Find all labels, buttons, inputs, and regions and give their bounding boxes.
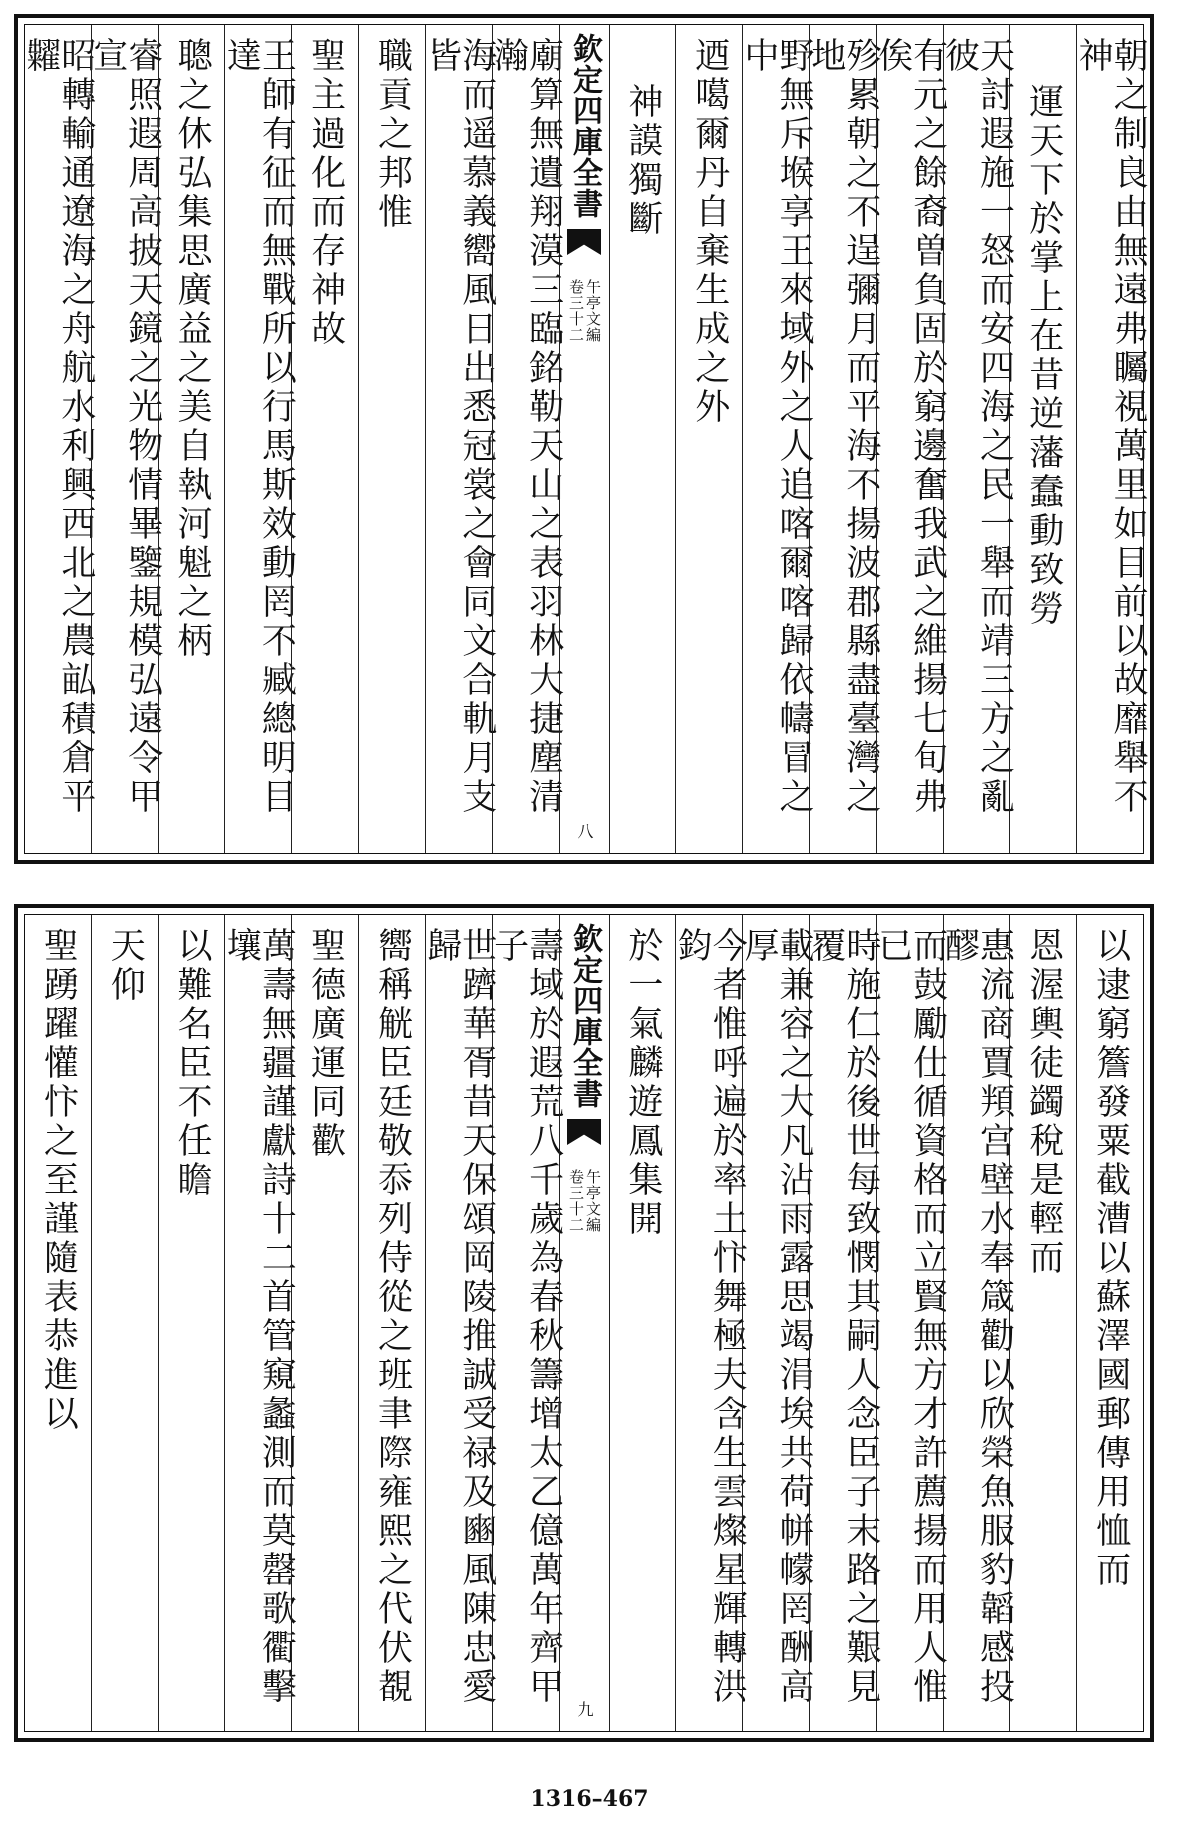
text-column: 以難名臣不任瞻 xyxy=(158,915,225,1731)
text-column: 迺噶爾丹自棄生成之外 xyxy=(675,25,742,853)
text-column: 世躋華胥昔天保頌岡陵推誠受禄及豳風陳忠愛歸 xyxy=(425,915,492,1731)
text-column: 萬壽無疆謹獻詩十二首管窺蠡測而莫罄歌衢擊壤 xyxy=(224,915,291,1731)
text-column: 惠流商賈頖宫壁水奉箴勸以欣榮魚服豹韜感投醪 xyxy=(943,915,1010,1731)
book-title: 欽定四庫全書 xyxy=(567,33,602,219)
upper-page xyxy=(14,14,1154,864)
text-column: 王師有征而無戰所以行馬斯效動罔不臧總明目達 xyxy=(224,25,291,853)
text-column: 於一氣麟遊鳳集開 xyxy=(609,915,676,1731)
text-column: 睿照遐周高披天鏡之光物情畢鑒規模弘遠令甲宣 xyxy=(91,25,158,853)
text-column: 今者惟呼遍於率土忭舞極夫含生雲燦星輝轉洪鈞 xyxy=(675,915,742,1731)
text-column: 恩渥輿徒蠲稅是輕而 xyxy=(1009,915,1076,1731)
center-margin xyxy=(559,25,609,853)
folio-number: 八 xyxy=(575,823,594,839)
text-column: 聖主過化而存神故 xyxy=(291,25,358,853)
text-column: 嚮稱觥臣廷敬忝列侍從之班聿際雍熙之代伏覩 xyxy=(358,915,425,1731)
center-margin xyxy=(559,915,609,1731)
text-column: 聖踴躍懽忭之至謹隨表恭進以 xyxy=(38,927,79,1434)
juan-number: 卷三十二 xyxy=(567,1169,585,1233)
text-column: 朝之制良由無遠弗矚視萬里如目前以故靡舉不神 xyxy=(1076,25,1143,853)
scan-page-number: 1316–467 xyxy=(530,1786,649,1812)
text-column: 時施仁於後世每致憫其嗣人念臣子末路之艱見覆 xyxy=(809,915,876,1731)
text-column: 以逮窮簷發粟截漕以蘇澤國郵傳用恤而 xyxy=(1076,915,1143,1731)
text-column: 運天下於掌上在昔逆藩蠢動致勞 xyxy=(1009,25,1076,853)
text-column: 昭轉輸通遼海之舟航水利興西北之農畆積倉平糶 xyxy=(20,37,96,817)
text-column: 廟算無遺翔漠三臨銘勒天山之表羽林大捷塵清瀚 xyxy=(492,25,559,853)
volume-label xyxy=(568,1169,600,1233)
text-column: 有元之餘裔曽負固於窮邊奮我武之維揚七旬弗俟 xyxy=(876,25,943,853)
text-column: 天仰 xyxy=(91,915,158,1731)
text-column: 而鼓勵仕循資格而立賢無方才許薦揚而用人惟已 xyxy=(876,915,943,1731)
fishtail-mark-icon xyxy=(567,229,601,255)
juan-number: 卷三十二 xyxy=(567,279,585,343)
collection-name: 午亭文編 xyxy=(584,279,602,343)
lower-page xyxy=(14,904,1154,1742)
text-column: 殄累朝之不逞彌月而平海不揚波郡縣盡臺灣之地 xyxy=(809,25,876,853)
volume-label xyxy=(568,279,600,343)
text-column: 聖德廣運同歡 xyxy=(291,915,358,1731)
text-column: 職貢之邦惟 xyxy=(358,25,425,853)
text-column: 天討遐施一怒而安四海之民一舉而靖三方之亂彼 xyxy=(943,25,1010,853)
lower-page-frame xyxy=(24,914,1144,1732)
fishtail-mark-icon xyxy=(567,1119,601,1145)
collection-name: 午亭文編 xyxy=(584,1169,602,1233)
text-column: 神謨獨斷 xyxy=(609,25,676,853)
text-column: 壽域於遐荒八千歲為春秋籌增太乙億萬年齊甲子 xyxy=(492,915,559,1731)
text-column: 聰之休弘集思廣益之美自執河魁之柄 xyxy=(158,25,225,853)
text-column: 載兼容之大凡沾雨露思竭涓埃共荷帡幪罔酬高厚 xyxy=(742,915,809,1731)
folio-number: 九 xyxy=(575,1701,594,1717)
text-column: 野無斥堠享王來域外之人追喀爾喀歸依幬冒之中 xyxy=(742,25,809,853)
book-title: 欽定四庫全書 xyxy=(567,923,602,1109)
upper-page-frame xyxy=(20,24,1149,854)
text-column: 海而遥慕義嚮風日出悉冠裳之會同文合軌月支皆 xyxy=(425,25,492,853)
